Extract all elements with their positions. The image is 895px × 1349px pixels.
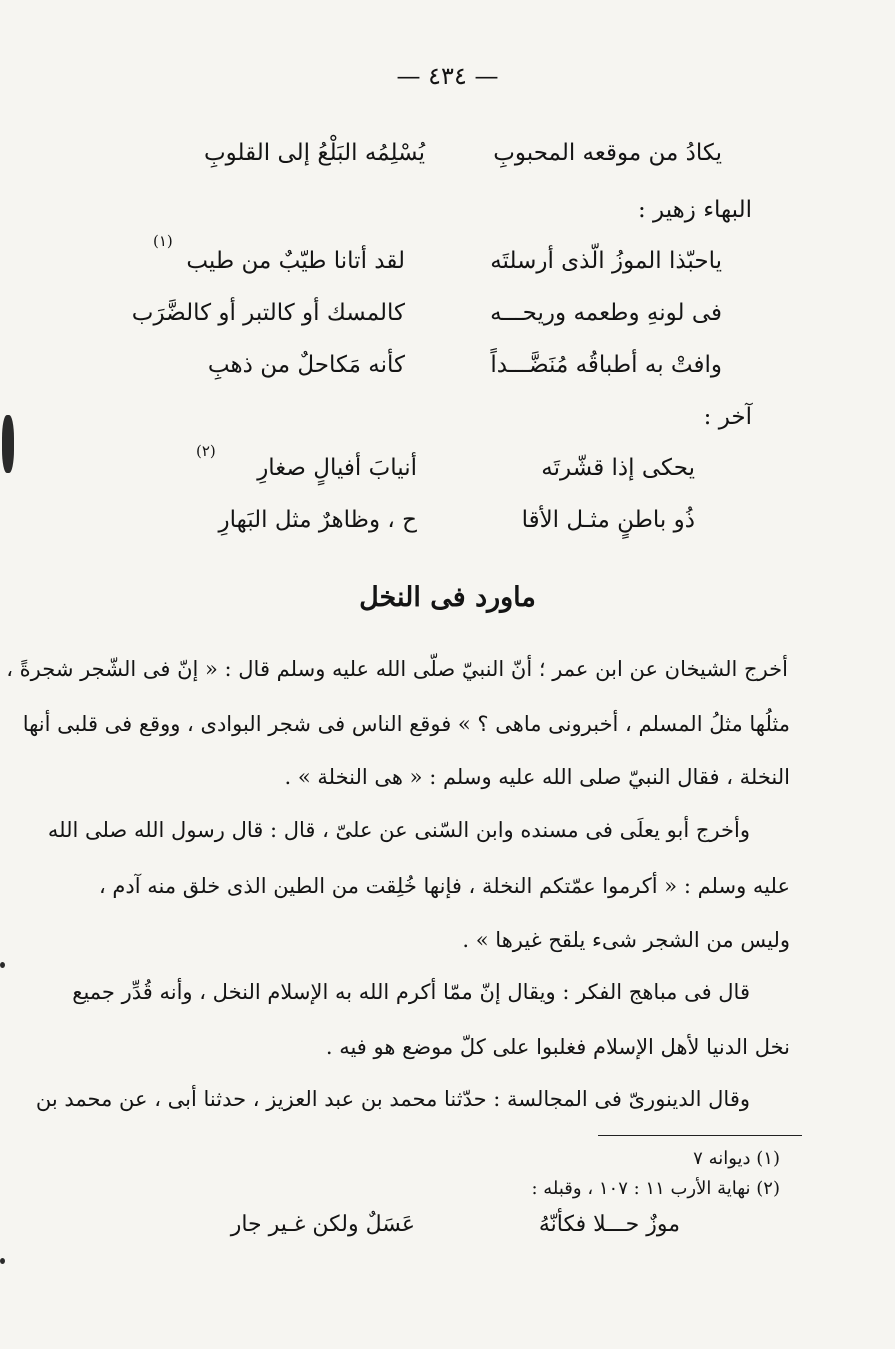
prose-line: مثلُها مثلُ المسلم ، أخبرونى ماهى ؟ » فوقع الناس فى شجر البوادى ، ووقع فى قلبى أنها: [22, 712, 790, 736]
prose-line: النخلة ، فقال النبيّ صلى الله عليه وسلم : « هى النخلة » .: [284, 765, 790, 789]
poem-1-line-2-left: كالمسك أو كالتبر أو كالضَّرَب: [131, 300, 405, 326]
poem-2-line-2-right: ذُو باطنٍ مثـل الأقا: [521, 507, 695, 533]
poem-2-line-1-left: أنيابَ أفيالٍ صغارِ: [257, 455, 417, 481]
prose-line: قال فى مباهج الفكر : ويقال إنّ ممّا أكرم الله به الإسلام النخل ، وأنه قُدِّر جميع: [72, 980, 750, 1004]
page-number: — ٤٣٤ —: [396, 62, 499, 90]
prose-line: وليس من الشجر شىء يلقح غيرها » .: [462, 928, 790, 952]
footnote-1: (١) ديوانه ٧: [693, 1148, 780, 1169]
poem-1-line-1-left: لقد أتانا طيّبٌ من طيب: [186, 248, 405, 274]
section-heading: ماورد فى النخل: [359, 582, 536, 613]
footnote-verse-right: موزٌ حـــلا فكأنّهُ: [538, 1212, 680, 1237]
prose-line: وأخرج أبو يعلَى فى مسنده وابن السّنى عن علىّ ، قال : قال رسول الله صلى الله: [47, 818, 750, 842]
poem-1-line-3-left: كأنه مَكاحلٌ من ذهبِ: [207, 352, 405, 378]
footnote-divider: [598, 1135, 802, 1136]
scan-speck: [0, 962, 5, 968]
poet-intro-another: آخر :: [703, 404, 752, 430]
footnote-mark-1: (١): [153, 232, 173, 250]
prose-line: عليه وسلم : « أكرموا عمّتكم النخلة ، فإنها خُلِقت من الطين الذى خلق منه آدم ،: [98, 874, 790, 898]
poem-1-line-1-right: ياحبّذا الموزُ الّذى أرسلتَه: [490, 248, 722, 274]
poem-1-line-3-right: وافتْ به أطباقُه مُنَضَّـــداً: [490, 352, 722, 378]
prose-line: أخرج الشيخان عن ابن عمر ؛ أنّ النبيّ صلّى الله عليه وسلم قال : « إنّ فى الشّجر شجرةً ،: [6, 657, 788, 681]
verse-1-right-hemistich: يكادُ من موقعه المحبوبِ: [493, 140, 722, 166]
footnote-mark-2: (٢): [196, 442, 216, 460]
poem-1-line-2-right: فى لونهِ وطعمه وريحـــه: [490, 300, 722, 326]
poem-2-line-1-right: يحكى إذا قشّرتَه: [541, 455, 695, 481]
poet-intro-baha-zuhayr: البهاء زهير :: [637, 197, 752, 223]
footnote-verse-left: عَسَلٌ ولكن غـير جار: [230, 1212, 415, 1237]
scan-speck: [2, 415, 14, 473]
prose-line: وقال الدينورىّ فى المجالسة : حدّثنا محمد بن عبد العزيز ، حدثنا أبى ، عن محمد بن: [35, 1087, 750, 1111]
scan-speck: [0, 1258, 5, 1264]
poem-2-line-2-left: ح ، وظاهرٌ مثل البَهارِ: [218, 507, 417, 533]
footnote-2: (٢) نهاية الأرب ١١ : ١٠٧ ، وقبله :: [531, 1178, 780, 1199]
verse-1-left-hemistich: يُسْلِمُه البَلْعُ إلى القلوبِ: [203, 140, 425, 166]
prose-line: نخل الدنيا لأهل الإسلام فغلبوا على كلّ موضع هو فيه .: [325, 1035, 790, 1059]
